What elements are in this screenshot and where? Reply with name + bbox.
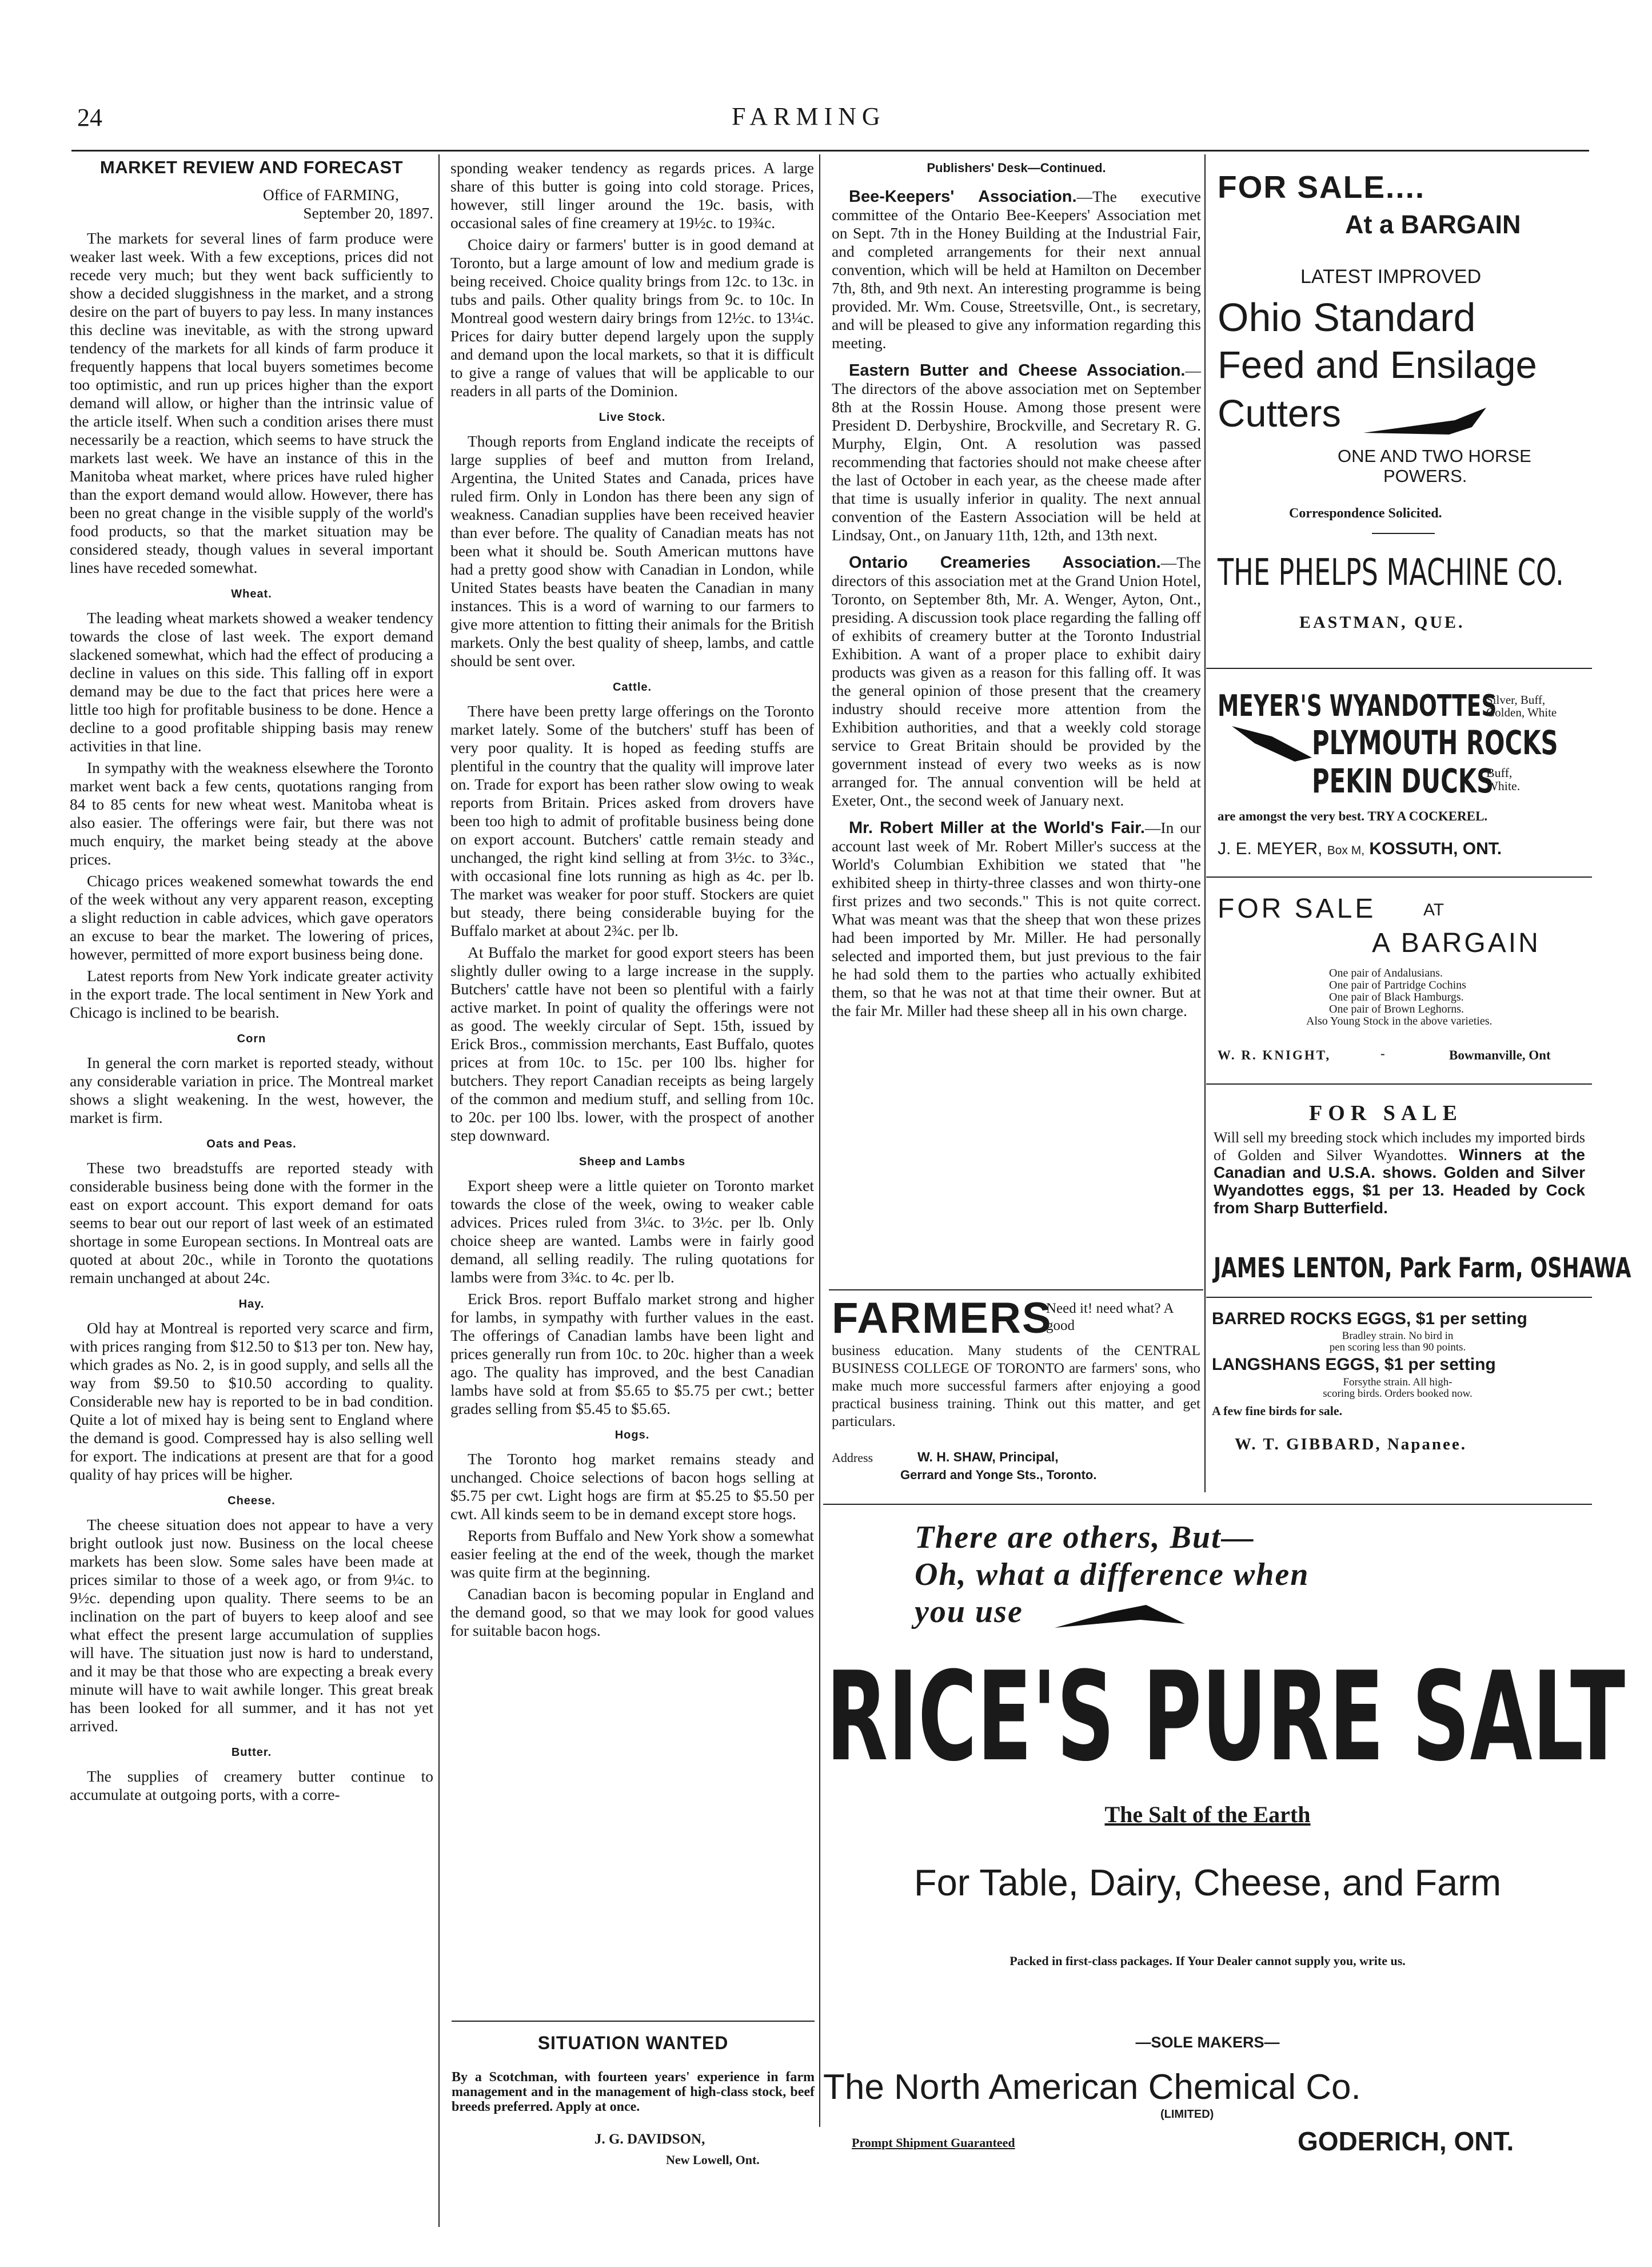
column-rule-3 xyxy=(1204,154,1206,1492)
phelps-machine-ad xyxy=(1209,157,1592,660)
rice-table-dairy: For Table, Dairy, Cheese, and Farm xyxy=(913,1862,1502,1903)
knight-bargain: A BARGAIN xyxy=(1372,928,1541,958)
meyer-place: KOSSUTH, ONT. xyxy=(1369,839,1502,858)
ontario-creameries-text: —The directors of this association met at the Grand Union Hotel, Toronto, on September 8th, Mr. A. Wenger, Ayton, Ont., presiding. A discussion took place regarding the falling off of exhibits of creamery butter at the Toronto Industrial Exhibition. A want of a proper place to exhibit dairy products was given as a reason for this falling off. It was the general opinion of those present that the creamery industry should receive more attention from the Exhibition authorities, and that a weekly cold storage service to Great Britain should be provided by the government instead of every two weeks as is now arranged for. The annual convention will be held at Exeter, Ont., the second week of January next. xyxy=(832,553,1201,809)
lenton-body-intro: Will sell my breeding stock which includes my imported birds of Golden and Silver Wyandottes. xyxy=(1214,1129,1585,1164)
corn-heading: Corn xyxy=(237,1033,266,1045)
rice-line3: you use xyxy=(915,1594,1023,1629)
ducks-varieties-line2: White. xyxy=(1486,779,1521,793)
sheep-paragraph: Export sheep were a little quieter on Toronto market towards the close of the week, owing to weaker cable advices. Prices ruled from 3¼c. to 3½c. per lb. Only choice sheep are wanted. Lambs were in fairly good demand, all selling readily. The ruling quotations for lambs were from 3¾c. to 4c. per lb. xyxy=(450,1177,814,1286)
cheese-heading: Cheese. xyxy=(228,1495,276,1507)
farmers-ad-rule xyxy=(829,1289,1203,1290)
gibbard-ad xyxy=(1209,1301,1592,1489)
wheat-paragraph: Chicago prices weakened somewhat towards the end of the week without any very apparent reason, excepting a slight reduction in cable advices, which gave operators an excuse to bear the market. The lowering of prices, however, permitted of more export business being done. xyxy=(70,872,433,963)
eastern-butter-paragraph xyxy=(832,361,1201,544)
situation-place: New Lowell, Ont. xyxy=(666,2153,760,2167)
ducks-varieties-line1: Buff, xyxy=(1486,766,1513,780)
ontario-creameries-paragraph xyxy=(832,553,1201,810)
column-rule-1 xyxy=(438,154,440,2227)
ad-divider xyxy=(1206,876,1592,878)
wheat-paragraph: The leading wheat markets showed a weaker tendency towards the close of last week. The export demand slackened somewhat, which had the effect of producing a decline in values on this side. This falling off in export demand may be due to the fact that prices here were a little too high for profitable business to be done. Hence a decline to a good profitable shipping basis may renew activities in that line. xyxy=(70,609,433,755)
eastern-butter-heading: Eastern Butter and Cheese Association. xyxy=(849,361,1186,380)
pointing-hand-icon xyxy=(1232,726,1315,766)
lenton-body-bold: Winners at the Canadian and U.S.A. shows. Golden and Silver Wyandottes eggs, $1 per 13. Headed by Cock from Sharp Butterfield. xyxy=(1214,1146,1585,1217)
farmers-address-label: Address xyxy=(832,1451,873,1465)
farmers-address-line1: W. H. SHAW, Principal, xyxy=(917,1449,1059,1464)
market-review-column xyxy=(70,157,433,1807)
lenton-ad xyxy=(1209,1086,1631,1286)
farmers-headline: FARMERS xyxy=(832,1294,1052,1342)
meyer-address xyxy=(1218,839,1502,859)
oats-heading: Oats and Peas. xyxy=(206,1138,297,1150)
hay-paragraph: Old hay at Montreal is reported very scarce and firm, with prices ranging from $12.50 to $13 per ton. New hay, which grades as No. 2, is in good supply, and sells all the way from $9.50 to $10.50 according to quality. Considerable new hay is reported to be in bad condition. Quite a lot of mixed hay is being sent to England where the demand is good. Compressed hay is also selling well for export. The indications at present are that for a good quality of hay prices will be higher. xyxy=(70,1319,433,1483)
publishers-desk-column xyxy=(832,159,1201,1023)
knight-item: One pair of Andalusians. xyxy=(1329,967,1443,979)
live-stock-heading: Live Stock. xyxy=(598,411,666,424)
hogs-paragraph: Reports from Buffalo and New York show a somewhat easier feeling at the end of the week, though the market was quite firm at the beginning. xyxy=(450,1527,814,1581)
rice-prompt-shipment: Prompt Shipment Guaranteed xyxy=(852,2135,1015,2150)
knight-for-sale: FOR SALE xyxy=(1218,894,1376,924)
knight-at: AT xyxy=(1423,901,1444,919)
meyer-wyandottes-ad xyxy=(1209,672,1592,883)
knight-item: One pair of Black Hamburgs. xyxy=(1329,991,1464,1003)
hay-heading: Hay. xyxy=(238,1298,265,1310)
phelps-company: THE PHELPS MACHINE CO. xyxy=(1218,552,1564,594)
publishers-desk-heading: Publishers' Desk—Continued. xyxy=(927,161,1106,175)
rice-headline: RICE'S PURE SALT xyxy=(826,1645,1626,1788)
knight-items xyxy=(1283,967,1581,1027)
dateline-date: September 20, 1897. xyxy=(303,204,433,222)
knight-dash: - xyxy=(1380,1046,1385,1061)
situation-name: J. G. DAVIDSON, xyxy=(594,2131,705,2147)
phelps-place: EASTMAN, QUE. xyxy=(1299,613,1465,632)
rice-line2: Oh, what a difference when xyxy=(915,1557,1310,1592)
lenton-name: JAMES LENTON, Park Farm, OSHAWA xyxy=(1214,1252,1631,1284)
dateline-office: Office of FARMING, xyxy=(262,186,399,204)
robert-miller-paragraph xyxy=(832,819,1201,1020)
rice-place: GODERICH, ONT. xyxy=(1298,2126,1514,2156)
meyer-box: Box M, xyxy=(1327,844,1365,857)
gibbard-langshans: LANGSHANS EGGS, $1 per setting xyxy=(1212,1355,1496,1374)
meyer-name: J. E. MEYER, xyxy=(1218,839,1323,858)
market-review-title: MARKET REVIEW AND FORECAST xyxy=(99,157,404,177)
corn-paragraph: In general the corn market is reported steady, without any considerable variation in price. The Montreal market shows a slight weakening. In the west, however, the market is firm. xyxy=(70,1054,433,1126)
rice-sole-makers: —SOLE MAKERS— xyxy=(1135,2034,1280,2051)
bee-keepers-heading: Bee-Keepers' Association. xyxy=(849,188,1077,206)
meyer-pekin-ducks: PEKIN DUCKS xyxy=(1312,762,1494,800)
farmers-body: business education. Many students of the CENTRAL BUSINESS COLLEGE OF TORONTO are farmers' sons, who make much more successful farmers after enjoying a good practical business training. Think out this matter, and get particulars. xyxy=(832,1343,1200,1429)
situation-wanted-body: By a Scotchman, with fourteen years' experience in farm management and in the management of high-class stock, beef breeds preferred. Apply at once. xyxy=(452,2070,815,2114)
rice-salt-of-earth: The Salt of the Earth xyxy=(1104,1802,1311,1827)
ontario-creameries-heading: Ontario Creameries Association. xyxy=(849,553,1161,572)
column-rule-2 xyxy=(819,154,820,2127)
langshans-note-line2: scoring birds. Orders booked now. xyxy=(1323,1388,1473,1400)
farmers-ad xyxy=(829,1293,1203,1493)
wheat-heading: Wheat. xyxy=(231,588,272,600)
ad-divider xyxy=(1206,1083,1592,1085)
live-stock-paragraph: Though reports from England indicate the receipts of large supplies of beef and mutton from Ireland, Argentina, the United States and Canada, prices have ruled firm. Only in London has there been any sign of weakness. Canadian supplies have been received heavier than ever before. The quality of Canadian meats has not been what it should be. South American muttons have had a pretty good show with Canadian in London, while United States beasts have beaten the Canadian in many instances. This is a word of warning to our farmers to give more attention to fitting their animals for the British markets. Only the best quality of sheep, lambs, and cattle should be sent over. xyxy=(450,432,814,670)
meyer-wyandottes: MEYER'S WYANDOTTES xyxy=(1218,689,1497,723)
dairy-butter-paragraph: Choice dairy or farmers' butter is in good demand at Toronto, but a large amount of low and medium grade is being received. Choice quality brings from 12c. to 13c. in tubs and pails. Other quality brings from 9c. to 10c. In Montreal good western dairy brings from 12½c. to 13¼c. Prices for dairy butter depend largely upon the supply and demand upon the local markets, so that it is difficult to give a range of values that will be applicable to our readers in all parts of the Dominion. xyxy=(450,236,814,400)
cattle-heading: Cattle. xyxy=(612,681,652,694)
pointing-hand-icon xyxy=(1055,1604,1186,1632)
knight-place: Bowmanville, Ont xyxy=(1449,1048,1551,1062)
gibbard-langshans-note xyxy=(1278,1377,1518,1400)
gibbard-name: W. T. GIBBARD, Napanee. xyxy=(1235,1435,1467,1453)
robert-miller-text: —In our account last week of Mr. Robert Miller's success at the World's Columbian Exhibition we stated that "he exhibited sheep in thirty-three classes and won thirty-one first prizes and two seconds." This is not quite correct. What was meant was that the sheep that won these prizes had been imported by Mr. Miller. He had personally selected and imported them, but just previous to the fair he had sold them to the parties who actually exhibited them, so that he was not at that time their owner. But at the fair Mr. Miller had these sheep all in his own charge. xyxy=(832,819,1201,1019)
knight-item: One pair of Partridge Cochins xyxy=(1329,979,1466,991)
knight-item: Also Young Stock in the above varieties. xyxy=(1306,1015,1493,1027)
phelps-line2: Feed and Ensilage xyxy=(1218,344,1537,387)
knight-name: W. R. KNIGHT, xyxy=(1218,1048,1331,1062)
situation-rule xyxy=(452,2021,815,2022)
running-title: FARMING xyxy=(732,102,886,130)
wheat-paragraph: In sympathy with the weakness elsewhere the Toronto market went back a few cents, quotations ranging from 84 to 85 cents for new wheat west. Manitoba wheat is also easier. The offerings were fair, but there was not much enquiry, the market being steady at the above prices. xyxy=(70,759,433,868)
lenton-body xyxy=(1214,1129,1585,1217)
situation-wanted-title: SITUATION WANTED xyxy=(537,2033,729,2053)
pointing-hand-icon xyxy=(1363,403,1489,443)
oats-paragraph: These two breadstuffs are reported steady with considerable business being done with the former in the east on export account. This export demand for oats seems to bear out our report of last week of an estimated shortage in some European sections. In Montreal oats are quoted at about 20c., while in Toronto the quotations remain unchanged at about 24c. xyxy=(70,1159,433,1286)
hogs-paragraph: The Toronto hog market remains steady and unchanged. Choice selections of bacon hogs selling at $5.75 per cwt. Light hogs are firm at $5.25 to $5.50 per cwt. All kinds seem to be in demand except store hogs. xyxy=(450,1450,814,1523)
phelps-line3: Cutters xyxy=(1218,392,1341,435)
rice-ad-top-rule xyxy=(823,1504,1592,1505)
header-rule xyxy=(71,150,1589,152)
phelps-powers-line1: ONE AND TWO HORSE xyxy=(1338,446,1531,466)
livestock-column xyxy=(450,159,814,1643)
rice-limited: (LIMITED) xyxy=(1160,2108,1214,2121)
rice-line1: There are others, But— xyxy=(915,1520,1255,1555)
rice-pure-salt-ad xyxy=(823,1507,1626,2176)
lenton-for-sale: FOR SALE xyxy=(1309,1101,1463,1125)
knight-item: One pair of Brown Leghorns. xyxy=(1329,1003,1465,1015)
cheese-paragraph: The cheese situation does not appear to have a very bright outlook just now. Business on the local cheese markets has been slow. Some sales have been made at prices similar to those of a week ago, or from 9¼c. to 9½c. depending upon quality. There seems to be an inclination on the part of buyers to keep aloof and see what effect the present large accumulation of supplies will have. The situation just now is hard to understand, and it may be that those who are expecting a break every minute will have to wait awhile longer. This great break has been looked for all summer, and it has not yet arrived. xyxy=(70,1516,433,1735)
meyer-wyandottes-varieties xyxy=(1486,694,1557,719)
robert-miller-heading: Mr. Robert Miller at the World's Fair. xyxy=(849,819,1145,837)
wheat-paragraph: Latest reports from New York indicate greater activity in the export trade. The local sentiment in New York and Chicago is inclined to be bearish. xyxy=(70,967,433,1021)
meyer-plymouth-rocks: PLYMOUTH ROCKS xyxy=(1312,723,1558,762)
cattle-paragraph: There have been pretty large offerings on the Toronto market lately. Some of the butchers' stuff has been of very poor quality. It is hoped as feeding stuffs are plentiful in the country that the quality will improve later on. Trade for export has been rather slow owing to weak reports from Britain. Prices asked from drovers have been too high to admit of profitable business being done on export account. Butchers' cattle remain steady and unchanged, the right kind selling at from 3½c. to 3¾c., with occasional fine lots running as high as 4c. per lb. The market was weaker for poor stuff. Stockers are quiet but steady, there being considerable buying for the Buffalo market at about 2¾c. per lb. xyxy=(450,702,814,939)
butter-paragraph: The supplies of creamery butter continue to accumulate at outgoing ports, with a corre- xyxy=(70,1767,433,1803)
meyer-ducks-varieties xyxy=(1486,766,1520,792)
phelps-powers-line2: POWERS. xyxy=(1383,466,1467,486)
bee-keepers-paragraph xyxy=(832,188,1201,352)
phelps-for-sale: FOR SALE.... xyxy=(1218,169,1426,205)
knight-ad xyxy=(1209,880,1592,1075)
eastern-butter-text: —The directors of the above association met on September 8th at the Rossin House. Among those present were President D. Derbyshire, Brockville, and Secretary R. G. Murphy, Elgin, Ont. A resolution was passed recommending that factories should not make cheese after the last of October in each year, as the cheese made after that time is usually inferior in quality. The next annual convention of the Eastern Association will be held at Lindsay, Ont., on January 11th, 12th, and 13th next. xyxy=(832,361,1201,544)
phelps-line1: Ohio Standard xyxy=(1218,295,1476,340)
phelps-divider xyxy=(1372,533,1435,534)
rice-company: The North American Chemical Co. xyxy=(823,2067,1361,2107)
sheep-paragraph: Erick Bros. report Buffalo market strong and higher for lambs, in sympathy with further values in the east. The offerings of Canadian lambs have been light and prices generally run from 10c. to 20c. higher than a week ago. The quality has improved, and the best Canadian lambs have sold at from $5.65 to $5.75 per cwt.; better grades selling from $5.45 to $5.65. xyxy=(450,1290,814,1417)
butter-heading: Butter. xyxy=(231,1746,272,1759)
gibbard-few-birds: A few fine birds for sale. xyxy=(1212,1404,1343,1418)
sheep-heading: Sheep and Lambs xyxy=(578,1156,686,1168)
wyandottes-varieties-line1: Silver, Buff, xyxy=(1486,693,1546,707)
rice-packed-note: Packed in first-class packages. If Your Dealer cannot supply you, write us. xyxy=(1009,1954,1406,1968)
cattle-paragraph: At Buffalo the market for good export steers has been slightly duller owing to a large increase in the supply. Butchers' cattle have not been so plentiful with a fairly active market. In point of quality the offerings were not as good. The weekly circular of Sept. 15th, issued by Erick Bros., commission merchants, East Buffalo, quotes prices at from 10c. to 15c. per 100 lbs. higher for butchers. They report Canadian receipts as being largely of the common and medium stuff, and selling from 10c. to 20c. per 100 lbs. lower, with the prospect of another step downward. xyxy=(450,943,814,1144)
farmers-address-line2: Gerrard and Yonge Sts., Toronto. xyxy=(900,1468,1097,1482)
hogs-paragraph: Canadian bacon is becoming popular in England and the demand good, so that we may look for good values for suitable bacon hogs. xyxy=(450,1585,814,1639)
phelps-bargain: At a BARGAIN xyxy=(1345,210,1521,239)
farmers-side-text: Need it! need what? A good xyxy=(1046,1301,1174,1333)
phelps-latest: LATEST IMPROVED xyxy=(1300,266,1482,288)
ad-divider xyxy=(1206,1297,1592,1298)
gibbard-barred-rocks: BARRED ROCKS EGGS, $1 per setting xyxy=(1212,1309,1527,1328)
barred-note-line2: pen scoring less than 90 points. xyxy=(1329,1341,1466,1353)
page-number: 24 xyxy=(77,103,102,132)
phelps-correspondence: Correspondence Solicited. xyxy=(1289,506,1442,521)
bee-keepers-text: —The executive committee of the Ontario Bee-Keepers' Association met on Sept. 7th in the Honey Building at the Industrial Fair, and completed arrangements for their next annual convention, which will be held at Hamilton on December 7th, 8th, and 9th next. An interesting programme is being provided. Mr. Wm. Couse, Streetsville, Ont., is secretary, and will be pleased to give any information regarding this meeting. xyxy=(832,188,1202,352)
meyer-tagline: are amongst the very best. TRY A COCKEREL. xyxy=(1218,809,1488,823)
market-intro-paragraph: The markets for several lines of farm produce were weaker last week. With a few exceptions, prices did not recede very much; but they went back sufficiently to show a decided sluggishness in the market, and a strong desire on the part of buyers to pay less. In many instances this decline was inevitable, as with the strong upward tendency of the markets for all kinds of farm produce it frequently happens that local buyers sometimes become too optimistic, and run up prices higher than the export demand will allow, or higher than the intrinsic value of the article itself. When such a condition arises there must necessarily be a reaction, which seems to have struck the markets last week. We have an instance of this in the Manitoba wheat market, where prices have ruled higher than the export demand would allow. However, there has been no great change in the visible supply of the world's food products, so that the market situation may be considered steady, though values in several important lines have receded somewhat. xyxy=(70,229,433,576)
langshans-note-line1: Forsythe strain. All high- xyxy=(1343,1376,1453,1388)
barred-note-line1: Bradley strain. No bird in xyxy=(1342,1330,1454,1342)
hogs-heading: Hogs. xyxy=(614,1429,650,1441)
gibbard-barred-note xyxy=(1278,1330,1518,1353)
butter-continued-paragraph: sponding weaker tendency as regards prices. A large share of this butter is going into cold storage. Prices, however, still linger around the 19c. basis, with occasional sales of fine creamery at 19½c. to 19¾c. xyxy=(450,159,814,232)
ad-divider xyxy=(1206,668,1592,669)
wyandottes-varieties-line2: Golden, White xyxy=(1486,706,1557,719)
